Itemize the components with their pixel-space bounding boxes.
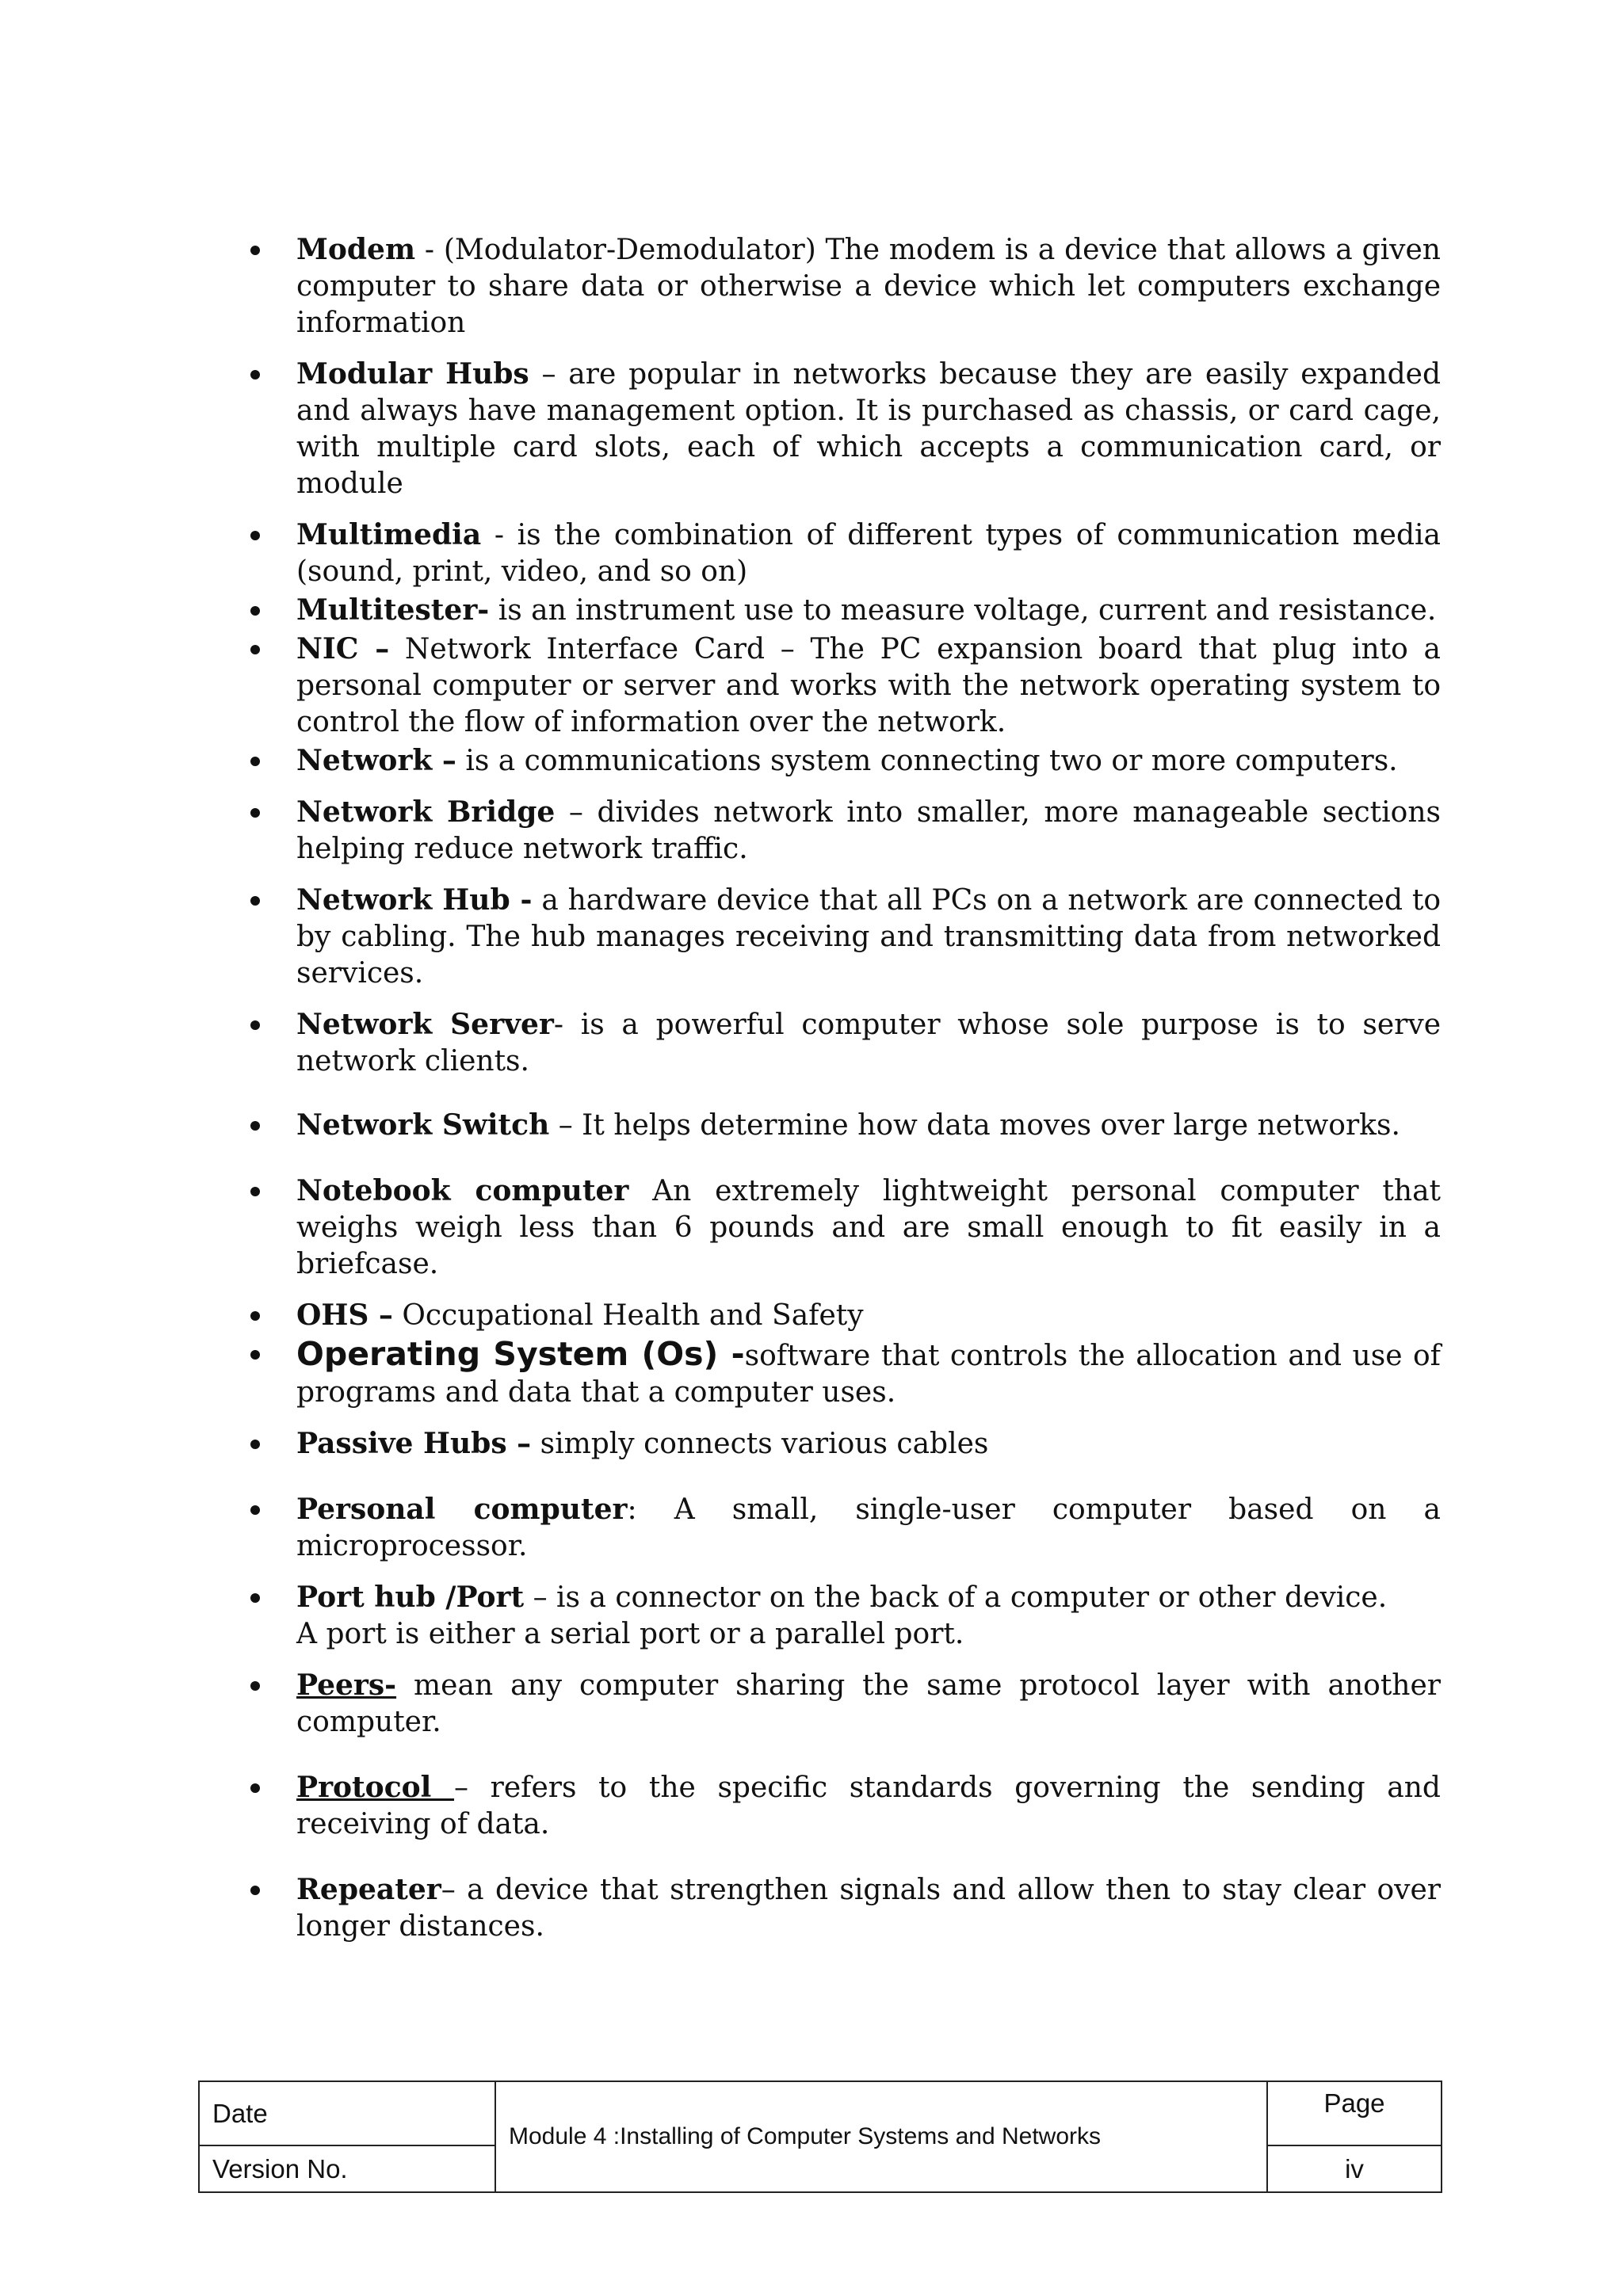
entry-definition: – It helps determine how data moves over large networks. bbox=[549, 1109, 1400, 1142]
entry-definition-line2: A port is either a serial port or a parallel port. bbox=[296, 1618, 964, 1650]
entry-term: OHS – bbox=[296, 1299, 393, 1332]
entry-definition: – are popular in networks because they are easily expanded and always have management option. It is purchased as chassis, or card cage, with multiple card slots, each of which accepts a communication card, or module bbox=[296, 358, 1441, 500]
module-title: Module 4 :Installing of Computer Systems and Networks bbox=[495, 2081, 1267, 2192]
glossary-entry-nic bbox=[238, 631, 1441, 741]
glossary-entry-multitester bbox=[238, 592, 1441, 629]
entry-definition: Occupational Health and Safety bbox=[392, 1299, 864, 1332]
bullet-icon bbox=[250, 1187, 260, 1196]
entry-term: Multitester- bbox=[296, 593, 490, 627]
bullet-icon bbox=[250, 808, 260, 818]
page-number: iv bbox=[1267, 2145, 1442, 2192]
glossary-entry-network-switch bbox=[238, 1107, 1441, 1144]
glossary-entry-port-hub bbox=[238, 1579, 1441, 1653]
entry-definition: – divides network into smaller, more manageable sections helping reduce network traffic. bbox=[296, 796, 1441, 865]
entry-definition: simply connects various cables bbox=[531, 1428, 989, 1460]
entry-definition: – a device that strengthen signals and allow then to stay clear over longer distances. bbox=[296, 1874, 1441, 1943]
date-label: Date bbox=[199, 2081, 495, 2145]
entry-term: Modem bbox=[296, 233, 416, 266]
bullet-icon bbox=[250, 370, 260, 379]
entry-term: Network – bbox=[296, 744, 456, 777]
bullet-icon bbox=[250, 606, 260, 616]
glossary-entry-protocol bbox=[238, 1769, 1441, 1843]
glossary-entry-peers bbox=[238, 1667, 1441, 1741]
glossary-entry-modem bbox=[238, 231, 1441, 341]
entry-term: Operating System (Os) - bbox=[296, 1335, 745, 1373]
entry-term: Passive Hubs – bbox=[296, 1427, 532, 1460]
bullet-icon bbox=[250, 1020, 260, 1030]
entry-term: Network Server bbox=[296, 1008, 554, 1041]
entry-term: Multimedia bbox=[296, 518, 482, 551]
entry-definition: a hardware device that all PCs on a network are connected to by cabling. The hub manages receiving and transmitting data from networked services. bbox=[296, 884, 1442, 990]
glossary-entry-repeater bbox=[238, 1871, 1441, 1945]
entry-term: Network Bridge bbox=[296, 795, 556, 829]
bullet-icon bbox=[250, 757, 260, 766]
entry-definition: - is a powerful computer whose sole purpose is to serve network clients. bbox=[296, 1009, 1442, 1077]
page-label: Page bbox=[1267, 2081, 1442, 2145]
glossary-entry-network bbox=[238, 742, 1441, 780]
bullet-icon bbox=[250, 1350, 260, 1360]
glossary-entry-personal-computer bbox=[238, 1491, 1441, 1565]
entry-term: NIC – bbox=[296, 632, 390, 666]
glossary-entry-passive-hubs bbox=[238, 1425, 1441, 1463]
bullet-icon bbox=[250, 645, 260, 654]
entry-definition: software that controls the allocation and use of programs and data that a computer uses. bbox=[296, 1340, 1441, 1409]
entry-definition: – is a connector on the back of a computer or other device. bbox=[524, 1581, 1388, 1614]
entry-definition: is an instrument use to measure voltage, current and resistance. bbox=[489, 594, 1437, 627]
entry-definition: - (Modulator-Demodulator) The modem is a device that allows a given computer to share data or otherwise a device which let computers exchange information bbox=[296, 234, 1441, 339]
glossary-entry-multimedia bbox=[238, 517, 1441, 590]
bullet-icon bbox=[250, 1311, 260, 1321]
bullet-icon bbox=[250, 1440, 260, 1449]
glossary-entry-network-bridge bbox=[238, 794, 1441, 868]
bullet-icon bbox=[250, 531, 260, 540]
entry-term: Protocol bbox=[296, 1771, 455, 1804]
entry-term: Network Switch bbox=[296, 1108, 550, 1142]
glossary-entry-operating-system bbox=[238, 1336, 1441, 1411]
entry-term: Repeater bbox=[296, 1873, 441, 1906]
bullet-icon bbox=[250, 1593, 260, 1603]
version-label: Version No. bbox=[199, 2145, 495, 2192]
glossary-entry-notebook-computer bbox=[238, 1173, 1441, 1283]
bullet-icon bbox=[250, 1505, 260, 1515]
bullet-icon bbox=[250, 1681, 260, 1691]
entry-term: Port hub /Port bbox=[296, 1581, 525, 1614]
footer-table bbox=[198, 2081, 1442, 2193]
bullet-icon bbox=[250, 246, 260, 255]
glossary-entry-network-hub bbox=[238, 882, 1441, 992]
entry-definition: : A small, single-user computer based on a microprocessor. bbox=[296, 1493, 1441, 1562]
bullet-icon bbox=[250, 1121, 260, 1131]
glossary-list bbox=[238, 231, 1441, 1945]
entry-definition: mean any computer sharing the same protocol layer with another computer. bbox=[296, 1669, 1441, 1738]
entry-definition: - is the combination of different types of communication media (sound, print, video, and so on) bbox=[296, 519, 1441, 588]
glossary-entry-network-server bbox=[238, 1006, 1441, 1080]
entry-term: Modular Hubs bbox=[296, 357, 529, 391]
entry-definition: Network Interface Card – The PC expansion board that plug into a personal computer or server and works with the network operating system to control the flow of information over the network. bbox=[296, 633, 1441, 738]
entry-definition: is a communications system connecting two or more computers. bbox=[456, 745, 1398, 777]
entry-term: Notebook computer bbox=[296, 1174, 629, 1207]
entry-definition: An extremely lightweight personal computer that weighs weigh less than 6 pounds and are small enough to fit easily in a briefcase. bbox=[296, 1175, 1441, 1280]
entry-term: Network Hub - bbox=[296, 883, 533, 917]
entry-definition: – refers to the specific standards governing the sending and receiving of data. bbox=[296, 1772, 1441, 1840]
entry-term: Personal computer bbox=[296, 1493, 628, 1526]
bullet-icon bbox=[250, 1886, 260, 1895]
entry-term: Peers- bbox=[296, 1669, 397, 1702]
bullet-icon bbox=[250, 896, 260, 906]
glossary-entry-ohs bbox=[238, 1297, 1441, 1334]
bullet-icon bbox=[250, 1783, 260, 1793]
glossary-entry-modular-hubs bbox=[238, 356, 1441, 502]
